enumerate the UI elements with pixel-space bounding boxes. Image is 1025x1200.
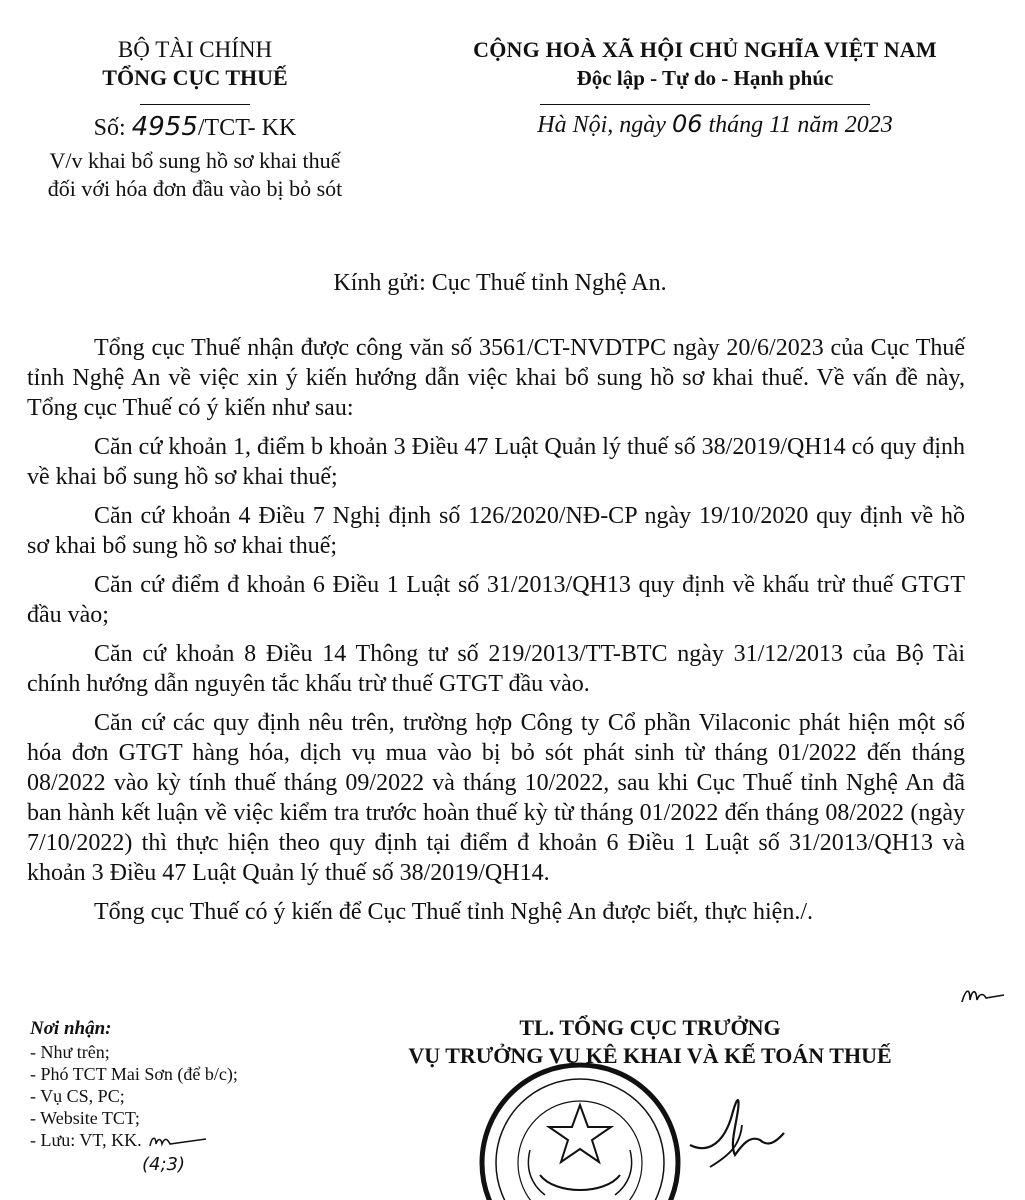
recipients-title: Nơi nhận:: [30, 1018, 112, 1039]
document-date: [495, 110, 935, 139]
country-name: CỘNG HOÀ XÃ HỘI CHỦ NGHĨA VIỆT NAM: [473, 37, 937, 62]
paragraph-6: Căn cứ các quy định nêu trên, trường hợp Công ty Cổ phần Vilaconic phát hiện một số hóa đơn GTGT hàng hóa, dịch vụ mua vào bị bỏ sót phát sinh từ tháng 01/2022 đến tháng 08/2022 vào kỳ tính thuế tháng 09/2022 và tháng 10/2022, sau khi Cục Thuế tỉnh Nghệ An đã ban hành kết luận về việc kiểm tra trước hoàn thuế kỳ từ tháng 01/2022 đến tháng 08/2022 (ngày 7/10/2022) thì thực hiện theo quy định tại điểm đ khoản 6 Điều 1 Luật số 31/2013/QH13 và khoản 3 Điều 47 Luật Quản lý thuế số 38/2019/QH14.: [27, 710, 965, 886]
signature-block: [340, 1014, 960, 1070]
signature-line-2: VỤ TRƯỞNG VỤ KÊ KHAI VÀ KẾ TOÁN THUẾ: [408, 1043, 892, 1068]
national-motto: Độc lập - Tự do - Hạnh phúc: [576, 66, 834, 90]
date-prefix: Hà Nội, ngày: [537, 112, 672, 138]
paragraph-5: Căn cứ khoản 8 Điều 14 Thông tư số 219/2013/TT-BTC ngày 31/12/2013 của Bộ Tài chính hướng dẫn nguyên tắc khấu trừ thuế GTGT đầu vào.: [27, 641, 965, 697]
motto-underline: [540, 104, 870, 105]
paragraph-7: Tổng cục Thuế có ý kiến để Cục Thuế tỉnh Nghệ An được biết, thực hiện./.: [94, 899, 813, 925]
letter-body: [27, 333, 965, 936]
subject-line-1: V/v khai bổ sung hồ sơ khai thuế: [49, 148, 341, 173]
document-number-handwritten: 4955: [131, 112, 198, 142]
recipient-item: [30, 1129, 360, 1152]
paragraph-1: Tổng cục Thuế nhận được công văn số 3561/CT-NVDTPC ngày 20/6/2023 của Cục Thuế tỉnh Nghệ An về việc xin ý kiến hướng dẫn việc khai bổ sung hồ sơ khai thuế. Về vấn đề này, Tổng cục Thuế có ý kiến như sau:: [27, 335, 965, 421]
recipient-item: - Như trên;: [30, 1042, 110, 1062]
agency-name: TỔNG CỤC THUẾ: [102, 65, 288, 90]
date-day: 06: [671, 110, 703, 138]
recipient-item: - Vụ CS, PC;: [30, 1086, 125, 1106]
ministry-name: BỘ TÀI CHÍNH: [117, 37, 273, 62]
paragraph-3: Căn cứ khoản 4 Điều 7 Nghị định số 126/2020/NĐ-CP ngày 19/10/2020 quy định về hồ sơ khai bổ sung hồ sơ khai thuế;: [27, 503, 965, 559]
signature-line-1: TL. TỔNG CỤC TRƯỞNG: [519, 1015, 781, 1040]
subject-line-2: đối với hóa đơn đầu vào bị bỏ sót: [47, 176, 343, 201]
recipients-block: [30, 1017, 360, 1176]
recipient-item: - Website TCT;: [30, 1108, 140, 1128]
document-subject: [20, 147, 370, 203]
document-number-prefix: Số:: [93, 115, 132, 141]
paragraph-4: Căn cứ điểm đ khoản 6 Điều 1 Luật số 31/2013/QH13 quy định về khấu trừ thuế GTGT đầu vào;: [27, 572, 965, 628]
date-suffix: tháng 11 năm 2023: [702, 112, 893, 138]
handwritten-signature: [680, 1085, 790, 1175]
salutation: Kính gửi: Cục Thuế tỉnh Nghệ An.: [333, 270, 667, 296]
agency-header: [30, 36, 360, 110]
handwritten-code: (4;3): [142, 1154, 186, 1175]
document-number: [30, 112, 360, 143]
agency-underline: [140, 104, 250, 105]
national-header: [430, 36, 980, 110]
document-number-suffix: /TCT- KK: [197, 115, 297, 141]
initials-mark: [958, 980, 1008, 1010]
archive-initials-mark: [146, 1130, 216, 1152]
paragraph-2: Căn cứ khoản 1, điểm b khoản 3 Điều 47 Luật Quản lý thuế số 38/2019/QH14 có quy định về khai bổ sung hồ sơ khai thuế;: [27, 434, 965, 490]
recipient-item: - Phó TCT Mai Sơn (để b/c);: [30, 1064, 238, 1084]
archive-label: - Lưu: VT, KK.: [30, 1130, 142, 1150]
